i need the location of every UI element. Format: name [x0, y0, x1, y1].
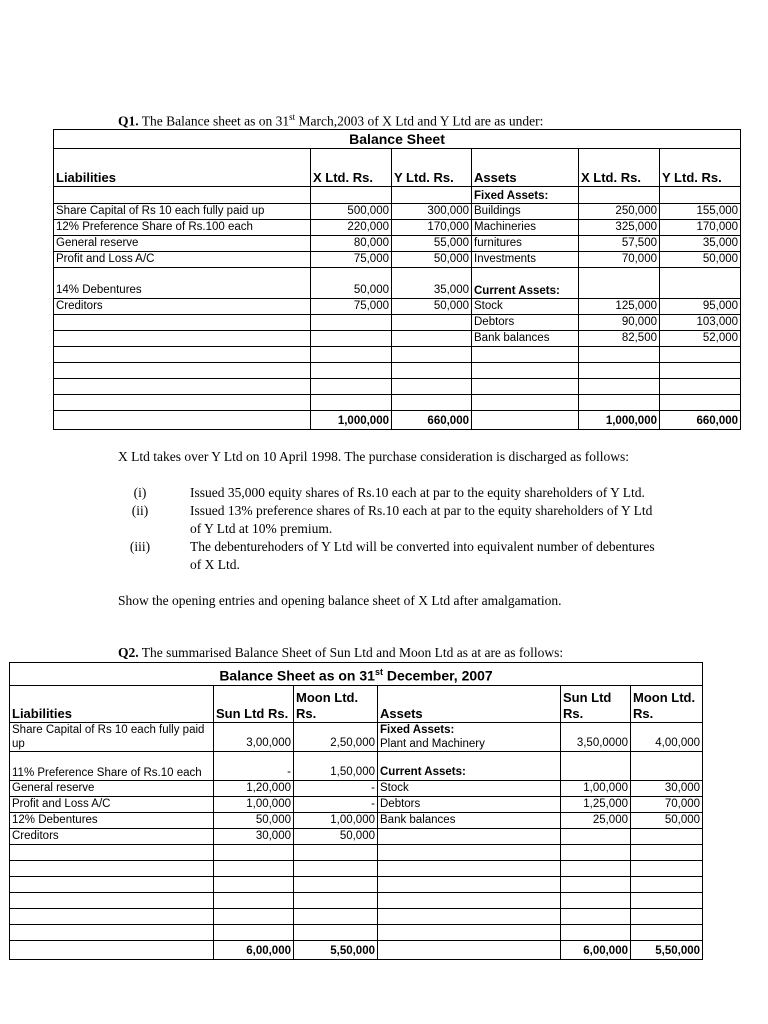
q2-cell-sun-amount: 50,000: [214, 812, 294, 828]
q2-header-liabilities: Liabilities: [10, 685, 214, 722]
q1-cell-asset-y-amount: [660, 187, 741, 204]
q1-condition-item: [120, 502, 660, 538]
q1-title-text-a: The Balance sheet as on 31: [138, 113, 290, 129]
q1-cell-liability: Creditors: [54, 299, 311, 315]
q1-cell-y-amount: [392, 315, 472, 331]
q2-empty-cell: [561, 876, 631, 892]
q1-empty-cell: [54, 363, 311, 379]
q1-cell-x-amount: 75,000: [311, 252, 392, 268]
q2-cell-asset-moon-amount: [631, 828, 703, 844]
q1-cell-y-amount: [392, 187, 472, 204]
q2-table-row: [10, 796, 703, 812]
q2-caption-text-a: Balance Sheet as on 31: [219, 667, 375, 684]
q2-title: [118, 645, 563, 661]
q2-empty-cell: [10, 924, 214, 940]
q2-table-row: [10, 780, 703, 796]
q2-cell-asset-moon-amount: 50,000: [631, 812, 703, 828]
q1-cell-asset-x-amount: 70,000: [579, 252, 660, 268]
q1-empty-row: [54, 347, 741, 363]
q2-empty-cell: [378, 876, 561, 892]
q1-empty-row: [54, 379, 741, 395]
q2-cell-asset-moon-amount: 4,00,000: [631, 722, 703, 751]
q1-empty-cell: [54, 379, 311, 395]
q2-cell-sun-amount: 1,00,000: [214, 796, 294, 812]
q2-empty-cell: [294, 844, 378, 860]
q1-cell-asset-x-amount: 82,500: [579, 331, 660, 347]
q1-cell-asset-x-amount: 90,000: [579, 315, 660, 331]
q1-table-row: [54, 331, 741, 347]
q2-cell-asset-sun-amount: [561, 751, 631, 780]
q1-empty-cell: [579, 379, 660, 395]
q2-cell-moon-amount: 1,50,000: [294, 751, 378, 780]
q2-caption-sup: st: [374, 667, 383, 677]
q1-caption: Balance Sheet: [54, 130, 741, 149]
q1-empty-cell: [311, 347, 392, 363]
q2-empty-cell: [10, 892, 214, 908]
q2-empty-cell: [294, 924, 378, 940]
q2-empty-row: [10, 876, 703, 892]
q2-cell-sun-amount: -: [214, 751, 294, 780]
q2-fixed-assets-label: Fixed Assets:: [380, 723, 455, 736]
q1-cell-liability: General reserve: [54, 236, 311, 252]
q2-empty-cell: [214, 876, 294, 892]
q1-empty-cell: [472, 379, 579, 395]
q1-cell-liability: [54, 315, 311, 331]
q2-empty-cell: [294, 908, 378, 924]
q1-empty-cell: [660, 395, 741, 411]
q2-empty-cell: [10, 908, 214, 924]
q1-empty-cell: [472, 347, 579, 363]
q1-condition-num: (ii): [131, 503, 149, 518]
q1-total-asset-y: 660,000: [660, 411, 741, 430]
q2-header-asset-sun: Sun Ltd Rs.: [561, 685, 631, 722]
q1-table-row: [54, 268, 741, 299]
q1-empty-cell: [311, 379, 392, 395]
q1-cell-asset-x-amount: 250,000: [579, 204, 660, 220]
q1-condition-num: (i): [133, 485, 147, 500]
q1-header-y: Y Ltd. Rs.: [392, 149, 472, 187]
q1-empty-cell: [579, 363, 660, 379]
q1-cell-liability: [54, 187, 311, 204]
q1-cell-asset: Stock: [472, 299, 579, 315]
q2-cell-asset: Stock: [378, 780, 561, 796]
q1-number: Q1.: [118, 113, 139, 129]
q1-cell-asset-y-amount: 52,000: [660, 331, 741, 347]
q2-empty-cell: [10, 860, 214, 876]
q2-cell-asset: Debtors: [378, 796, 561, 812]
q2-cell-liability: 12% Debentures: [10, 812, 214, 828]
q1-table-row: [54, 315, 741, 331]
q2-empty-row: [10, 908, 703, 924]
q1-table-row: [54, 187, 741, 204]
q2-empty-cell: [378, 892, 561, 908]
q2-cell-moon-amount: 50,000: [294, 828, 378, 844]
q1-balance-sheet: [53, 129, 741, 430]
q2-caption-text-b: December, 2007: [382, 667, 493, 684]
q1-cell-asset: Investments: [472, 252, 579, 268]
q2-empty-cell: [631, 908, 703, 924]
q1-cell-y-amount: 170,000: [392, 220, 472, 236]
q1-cell-asset-x-amount: 57,500: [579, 236, 660, 252]
q1-cell-asset-x-amount: [579, 268, 660, 299]
q2-total-asset-sun: 6,00,000: [561, 940, 631, 959]
q1-total-assets-label: [472, 411, 579, 430]
q2-cell-sun-amount: 3,00,000: [214, 722, 294, 751]
q2-table-row: [10, 828, 703, 844]
q2-empty-row: [10, 844, 703, 860]
q1-cell-asset: furnitures: [472, 236, 579, 252]
q1-cell-x-amount: 50,000: [311, 268, 392, 299]
q1-paragraph: X Ltd takes over Y Ltd on 10 April 1998. The purchase consideration is discharged as follows:: [118, 449, 630, 464]
q1-cell-y-amount: 35,000: [392, 268, 472, 299]
q2-cell-asset-sun-amount: 1,25,000: [561, 796, 631, 812]
q1-cell-x-amount: 75,000: [311, 299, 392, 315]
q1-total-label: [54, 411, 311, 430]
q2-number: Q2.: [118, 645, 139, 660]
q1-table-row: [54, 236, 741, 252]
q2-total-label: [10, 940, 214, 959]
q1-cell-y-amount: 300,000: [392, 204, 472, 220]
q1-empty-cell: [472, 363, 579, 379]
q2-empty-cell: [378, 860, 561, 876]
q2-cell-asset-sun-amount: 25,000: [561, 812, 631, 828]
q1-cell-asset-y-amount: [660, 268, 741, 299]
q1-table-row: [54, 252, 741, 268]
q1-condition-text: Issued 35,000 equity shares of Rs.10 each at par to the equity shareholders of Y Ltd.: [190, 485, 645, 500]
q2-cell-liability: 11% Preference Share of Rs.10 each: [10, 751, 214, 780]
q2-empty-cell: [561, 908, 631, 924]
q2-cell-asset-moon-amount: 30,000: [631, 780, 703, 796]
q1-empty-cell: [54, 395, 311, 411]
q2-cell-moon-amount: -: [294, 780, 378, 796]
q2-total-moon: 5,50,000: [294, 940, 378, 959]
q1-condition-text: The debenturehoders of Y Ltd will be converted into equivalent number of debentures of X Ltd.: [190, 539, 655, 572]
q2-total-sun: 6,00,000: [214, 940, 294, 959]
q2-empty-cell: [631, 924, 703, 940]
q1-empty-cell: [311, 395, 392, 411]
q2-empty-cell: [294, 860, 378, 876]
q1-empty-cell: [579, 395, 660, 411]
q2-cell-asset-sun-amount: 1,00,000: [561, 780, 631, 796]
q1-header-liabilities: Liabilities: [54, 149, 311, 187]
q1-total-y: 660,000: [392, 411, 472, 430]
q1-empty-row: [54, 395, 741, 411]
q1-cell-asset: Machineries: [472, 220, 579, 236]
q1-empty-cell: [392, 379, 472, 395]
q1-cell-asset: Bank balances: [472, 331, 579, 347]
q2-caption: [10, 663, 703, 686]
q1-cell-liability: [54, 331, 311, 347]
q1-empty-cell: [392, 363, 472, 379]
q2-cell-liability: Share Capital of Rs 10 each fully paid up: [10, 722, 214, 751]
q2-header-sun: Sun Ltd Rs.: [214, 685, 294, 722]
q2-empty-cell: [561, 844, 631, 860]
q1-title-sup: st: [289, 112, 296, 122]
q1-cell-asset-y-amount: 95,000: [660, 299, 741, 315]
q1-total-asset-x: 1,000,000: [579, 411, 660, 430]
q1-cell-x-amount: 220,000: [311, 220, 392, 236]
q1-cell-liability: 14% Debentures: [54, 268, 311, 299]
q2-cell-sun-amount: 30,000: [214, 828, 294, 844]
q1-empty-cell: [392, 395, 472, 411]
q1-header-x: X Ltd. Rs.: [311, 149, 392, 187]
q2-empty-cell: [214, 908, 294, 924]
q1-cell-y-amount: 50,000: [392, 252, 472, 268]
q2-cell-asset: Bank balances: [378, 812, 561, 828]
q2-total-assets-label: [378, 940, 561, 959]
q2-empty-cell: [561, 892, 631, 908]
q2-empty-cell: [561, 860, 631, 876]
q2-empty-cell: [214, 892, 294, 908]
q1-cell-asset-x-amount: 325,000: [579, 220, 660, 236]
q1-cell-asset-x-amount: 125,000: [579, 299, 660, 315]
q1-closing-instruction: Show the opening entries and opening balance sheet of X Ltd after amalgamation.: [118, 593, 562, 608]
q2-empty-cell: [631, 876, 703, 892]
q2-cell-liability: Profit and Loss A/C: [10, 796, 214, 812]
q2-cell-liability: Creditors: [10, 828, 214, 844]
q1-empty-cell: [311, 363, 392, 379]
q1-condition-item: [120, 484, 660, 502]
q1-cell-liability: Profit and Loss A/C: [54, 252, 311, 268]
q1-cell-asset-y-amount: 103,000: [660, 315, 741, 331]
q1-table-row: [54, 220, 741, 236]
q2-cell-asset-sun-amount: 3,50,0000: [561, 722, 631, 751]
q1-condition-item: [120, 538, 660, 574]
q1-empty-cell: [660, 363, 741, 379]
q2-empty-cell: [631, 860, 703, 876]
q2-header-asset-moon: Moon Ltd. Rs.: [631, 685, 703, 722]
q2-header-moon: Moon Ltd. Rs.: [294, 685, 378, 722]
q2-empty-row: [10, 924, 703, 940]
q1-cell-asset-x-amount: [579, 187, 660, 204]
q1-total-x: 1,000,000: [311, 411, 392, 430]
q1-cell-liability: Share Capital of Rs 10 each fully paid up: [54, 204, 311, 220]
q1-cell-x-amount: [311, 187, 392, 204]
q2-cell-moon-amount: -: [294, 796, 378, 812]
q2-table-row: [10, 812, 703, 828]
q2-asset-item-label: Plant and Machinery: [380, 737, 485, 750]
q2-empty-cell: [10, 876, 214, 892]
q2-cell-asset: [378, 722, 561, 751]
q2-total-asset-moon: 5,50,000: [631, 940, 703, 959]
q2-empty-cell: [294, 876, 378, 892]
q2-empty-cell: [378, 844, 561, 860]
q2-cell-liability: General reserve: [10, 780, 214, 796]
q2-empty-cell: [214, 860, 294, 876]
q1-cell-asset-y-amount: 170,000: [660, 220, 741, 236]
q1-cell-asset-y-amount: 35,000: [660, 236, 741, 252]
q2-cell-asset-sun-amount: [561, 828, 631, 844]
q1-table-row: [54, 299, 741, 315]
q1-empty-row: [54, 363, 741, 379]
q2-table-row: [10, 722, 703, 751]
q2-empty-cell: [10, 844, 214, 860]
q2-cell-moon-amount: 1,00,000: [294, 812, 378, 828]
q2-title-text: The summarised Balance Sheet of Sun Ltd and Moon Ltd as at are as follows:: [138, 645, 564, 660]
q2-empty-row: [10, 860, 703, 876]
q1-cell-y-amount: 50,000: [392, 299, 472, 315]
q2-empty-cell: [561, 924, 631, 940]
q2-cell-moon-amount: 2,50,000: [294, 722, 378, 751]
q1-cell-asset: Debtors: [472, 315, 579, 331]
q1-cell-x-amount: [311, 315, 392, 331]
q1-cell-asset: Fixed Assets:: [472, 187, 579, 204]
q2-empty-cell: [631, 892, 703, 908]
q1-empty-cell: [472, 395, 579, 411]
q2-empty-row: [10, 892, 703, 908]
q1-cell-asset: Buildings: [472, 204, 579, 220]
q2-empty-cell: [214, 924, 294, 940]
q1-empty-cell: [660, 347, 741, 363]
q1-cell-x-amount: [311, 331, 392, 347]
q2-empty-cell: [631, 844, 703, 860]
q1-empty-cell: [54, 347, 311, 363]
q1-header-asset-x: X Ltd. Rs.: [579, 149, 660, 187]
q2-empty-cell: [214, 844, 294, 860]
q2-header-assets: Assets: [378, 685, 561, 722]
q1-cell-x-amount: 500,000: [311, 204, 392, 220]
q2-empty-cell: [378, 924, 561, 940]
q2-cell-asset: [378, 828, 561, 844]
q1-header-asset-y: Y Ltd. Rs.: [660, 149, 741, 187]
q2-cell-sun-amount: 1,20,000: [214, 780, 294, 796]
q1-cell-y-amount: [392, 331, 472, 347]
q2-empty-cell: [378, 908, 561, 924]
q2-table-row: [10, 751, 703, 780]
q1-title: [118, 112, 543, 130]
q2-empty-cell: [294, 892, 378, 908]
q1-empty-cell: [392, 347, 472, 363]
q1-cell-y-amount: 55,000: [392, 236, 472, 252]
q1-empty-cell: [660, 379, 741, 395]
q2-cell-asset-moon-amount: 70,000: [631, 796, 703, 812]
q1-title-text-b: March,2003 of X Ltd and Y Ltd are as under:: [295, 113, 544, 129]
q1-condition-num: (iii): [129, 539, 151, 554]
q1-cell-x-amount: 80,000: [311, 236, 392, 252]
q2-cell-asset: Current Assets:: [378, 751, 561, 780]
q1-conditions-list: [120, 484, 660, 574]
q1-cell-asset: Current Assets:: [472, 268, 579, 299]
q1-cell-liability: 12% Preference Share of Rs.100 each: [54, 220, 311, 236]
q1-header-assets: Assets: [472, 149, 579, 187]
q2-balance-sheet: [9, 662, 703, 960]
q1-cell-asset-y-amount: 50,000: [660, 252, 741, 268]
q1-cell-asset-y-amount: 155,000: [660, 204, 741, 220]
q1-table-row: [54, 204, 741, 220]
q1-condition-text: Issued 13% preference shares of Rs.10 each at par to the equity shareholders of Y Ltd of Y Ltd at 10% premium.: [190, 503, 653, 536]
q2-cell-asset-moon-amount: [631, 751, 703, 780]
q1-empty-cell: [579, 347, 660, 363]
